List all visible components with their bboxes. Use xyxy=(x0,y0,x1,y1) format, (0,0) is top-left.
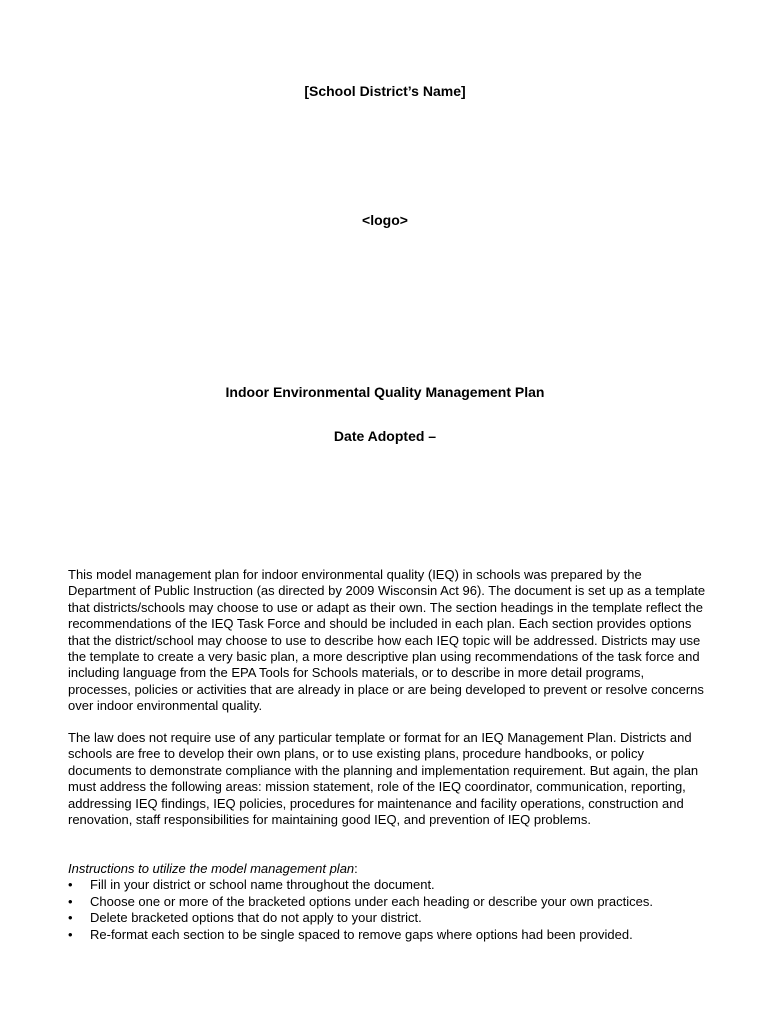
instructions-heading-line xyxy=(68,861,708,877)
intro-paragraph-block xyxy=(68,567,708,715)
instructions-heading-colon: : xyxy=(354,861,358,876)
instructions-section xyxy=(68,861,708,943)
instructions-list xyxy=(68,877,708,943)
law-paragraph: The law does not require use of any particular template or format for an IEQ Management Plan. Districts and schools are free to develop their own plans, or to use existing plans, procedure handbooks, or policy documents to demonstrate compliance with the planning and implementation requirement. But again, the plan must address the following areas: mission statement, role of the IEQ coordinator, communication, reporting, addressing IEQ findings, IEQ policies, procedures for maintenance and facility operations, construction and renovation, staff responsibilities for maintaining good IEQ, and prevention of IEQ problems. xyxy=(68,730,699,828)
list-item-text: Delete bracketed options that do not apply to your district. xyxy=(90,910,422,926)
list-item xyxy=(68,927,708,943)
list-item-text: Choose one or more of the bracketed options under each heading or describe your own practices. xyxy=(90,893,653,909)
bullet-icon: • xyxy=(68,893,73,909)
logo-placeholder: <logo> xyxy=(362,212,408,228)
date-adopted: Date Adopted – xyxy=(333,428,437,444)
list-item-text: Fill in your district or school name throughout the document. xyxy=(90,877,435,893)
bullet-icon: • xyxy=(68,877,73,893)
bullet-icon: • xyxy=(68,910,73,926)
plan-title: Indoor Environmental Quality Management Plan xyxy=(225,384,545,400)
list-item xyxy=(68,894,708,910)
instructions-heading: Instructions to utilize the model management plan xyxy=(68,861,355,876)
law-paragraph-block xyxy=(68,730,708,828)
district-name-placeholder: [School District’s Name] xyxy=(304,83,466,99)
intro-paragraph: This model management plan for indoor environmental quality (IEQ) in schools was prepared by the Department of Public Instruction (as directed by 2009 Wisconsin Act 96). The document is set up as a template that districts/schools may choose to use or adapt as their own. The section headings in the template reflect the recommendations of the IEQ Task Force and should be included in each plan. Each section provides options that the district/school may choose to use to describe how each IEQ topic will be addressed. Districts may use the template to create a very basic plan, a more descriptive plan using recommendations of the task force and including language from the EPA Tools for Schools materials, or to describe in more detail programs, processes, policies or activities that are already in place or are being developed to prevent or resolve concerns over indoor environmental quality. xyxy=(68,567,706,714)
list-item xyxy=(68,877,708,893)
bullet-icon: • xyxy=(68,926,73,942)
list-item-text: Re-format each section to be single spaced to remove gaps where options had been provided. xyxy=(90,926,633,942)
list-item xyxy=(68,910,708,926)
